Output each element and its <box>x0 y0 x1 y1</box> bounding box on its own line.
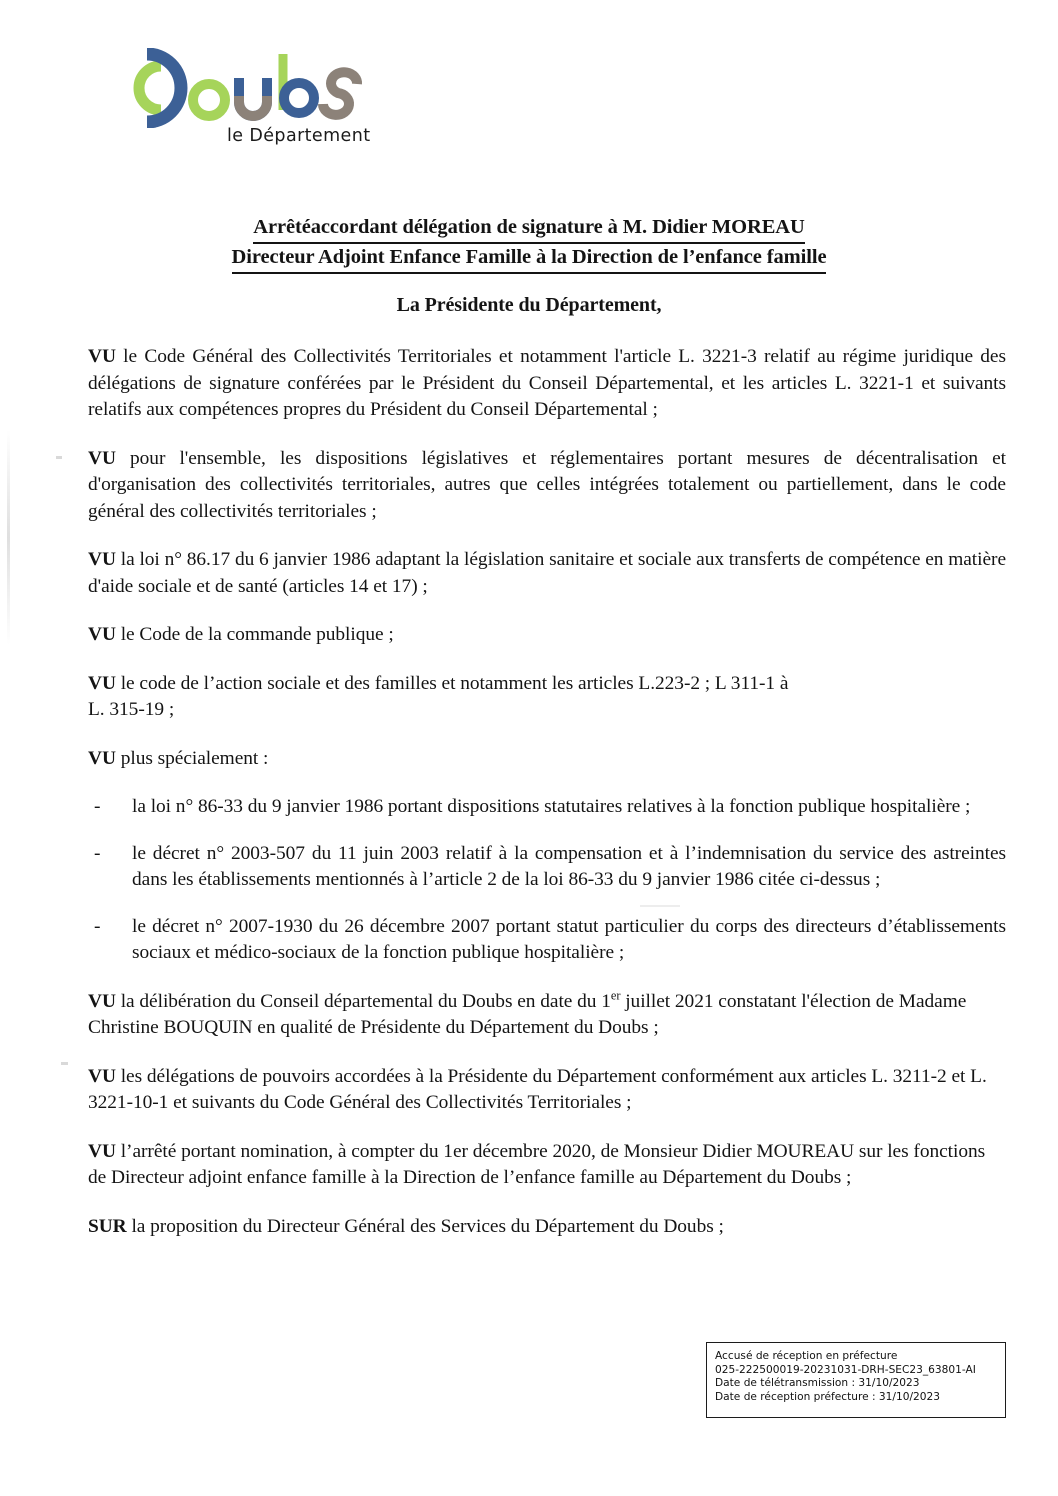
clause-text: le Code de la commande publique ; <box>115 624 394 645</box>
scan-artifact-speck <box>56 456 62 459</box>
clause-text: les délégations de pouvoirs accordées à la Présidente du Département conformément aux articles L. 3211-2 et L. 3221-10-1 et suivants du Code Général des Collectivités Territoriales ; <box>88 1065 987 1113</box>
law-reference-list <box>88 794 1006 967</box>
clause-vu-2 <box>88 446 1006 526</box>
clause-lead: VU <box>88 990 116 1012</box>
clause-text: le code de l’action sociale et des familles et notamment les articles L.223-2 ; L 311-1 à <box>115 672 789 694</box>
list-item-text: le décret n° 2003-507 du 11 juin 2003 relatif à la compensation et à l’indemnisation du service des astreintes dans les établissements mentionnés à l’article 2 de la loi 86-33 du 9 janvier 1986 citée ci-dessus ; <box>132 842 1006 890</box>
document-title <box>0 214 1058 274</box>
ordinal-suffix: er <box>610 988 621 1003</box>
clause-vu-9 <box>88 1139 1006 1192</box>
clause-lead: VU <box>88 624 116 645</box>
scan-artifact-speck <box>61 1062 68 1065</box>
prefecture-receipt-stamp <box>706 1342 1006 1418</box>
list-item-text: la loi n° 86-33 du 9 janvier 1986 portant dispositions statutaires relatives à la fonction publique hospitalière ; <box>132 796 971 817</box>
title-line-1: Arrêtéaccordant délégation de signature à M. Didier MOREAU <box>253 214 804 244</box>
title-line-2: Directeur Adjoint Enfance Famille à la Direction de l’enfance famille <box>232 244 827 274</box>
document-subtitle: La Présidente du Département, <box>396 294 662 316</box>
clause-lead: VU <box>88 672 116 694</box>
list-item <box>88 841 1006 894</box>
logo-tagline: le Département <box>227 126 371 146</box>
clause-vu-4 <box>88 622 1006 649</box>
clause-text: l’arrêté portant nomination, à compter du 1er décembre 2020, de Monsieur Didier MOUREAU sur les fonctions de Directeur adjoint enfance famille à la Direction de l’enfance famille au Département du Doubs ; <box>88 1140 986 1188</box>
clause-lead: VU <box>88 747 116 769</box>
clause-text: le Code Général des Collectivités Territoriales et notamment l'article L. 3221-3 relatif au régime juridique des délégations de signature conférées par le Président du Conseil Départemental, et les articles L. 3221-1 et suivants relatifs aux compétences propres du Président du Conseil Départemental ; <box>88 346 1006 420</box>
clause-text-pre: la délibération du Conseil départemental du Doubs en date du 1 <box>115 990 611 1012</box>
clause-text: la proposition du Directeur Général des Services du Département du Doubs ; <box>126 1215 724 1237</box>
doubs-logo <box>133 48 393 156</box>
list-item <box>88 914 1006 967</box>
clause-lead: SUR <box>88 1215 127 1237</box>
clause-vu-3 <box>88 547 1006 600</box>
clause-vu-6 <box>88 746 1006 773</box>
stamp-line-reception-date: Date de réception préfecture : 31/10/2023 <box>715 1390 940 1403</box>
clause-vu-1 <box>88 344 1006 424</box>
stamp-line-title: Accusé de réception en préfecture <box>715 1350 898 1362</box>
clause-vu-8 <box>88 1064 1006 1117</box>
clause-sur <box>88 1214 1006 1241</box>
list-bullet-dash: - <box>94 915 101 937</box>
clause-text: pour l'ensemble, les dispositions législatives et réglementaires portant mesures de décentralisation et d'organisation des collectivités territoriales, autres que celles intégrées totalement ou partiellement, dans le code général des collectivités territoriales ; <box>88 447 1006 522</box>
clause-vu-5 <box>88 671 1006 724</box>
document-body <box>88 344 1006 1262</box>
clause-lead: VU <box>88 1140 116 1162</box>
clause-lead: VU <box>88 549 116 570</box>
list-bullet-dash: - <box>94 842 101 864</box>
list-bullet-dash: - <box>94 796 101 817</box>
clause-lead: VU <box>88 1065 116 1087</box>
clause-text: la loi n° 86.17 du 6 janvier 1986 adaptant la législation sanitaire et sociale aux transferts de compétence en matière d'aide sociale et de santé (articles 14 et 17) ; <box>88 549 1006 597</box>
clause-vu-7 <box>88 989 1006 1042</box>
stamp-line-transmission-date: Date de télétransmission : 31/10/2023 <box>715 1377 920 1390</box>
clause-text: plus spécialement : <box>115 747 269 769</box>
clause-lead: VU <box>88 447 116 469</box>
doubs-wordmark-icon <box>133 48 383 128</box>
list-item-text: le décret n° 2007-1930 du 26 décembre 2007 portant statut particulier du corps des directeurs d’établissements sociaux et médico-sociaux de la fonction publique hospitalière ; <box>132 915 1006 963</box>
scan-artifact-band <box>7 430 10 645</box>
clause-text-post: juillet 2021 constatant l'élection de Madame Christine BOUQUIN en qualité de Présidente du Département du Doubs ; <box>88 990 967 1038</box>
list-item <box>88 794 1006 821</box>
clause-text-cont: L. 315-19 ; <box>88 699 175 720</box>
stamp-line-reference: 025-222500019-20231031-DRH-SEC23_63801-AI <box>715 1363 976 1376</box>
clause-lead: VU <box>88 346 116 367</box>
